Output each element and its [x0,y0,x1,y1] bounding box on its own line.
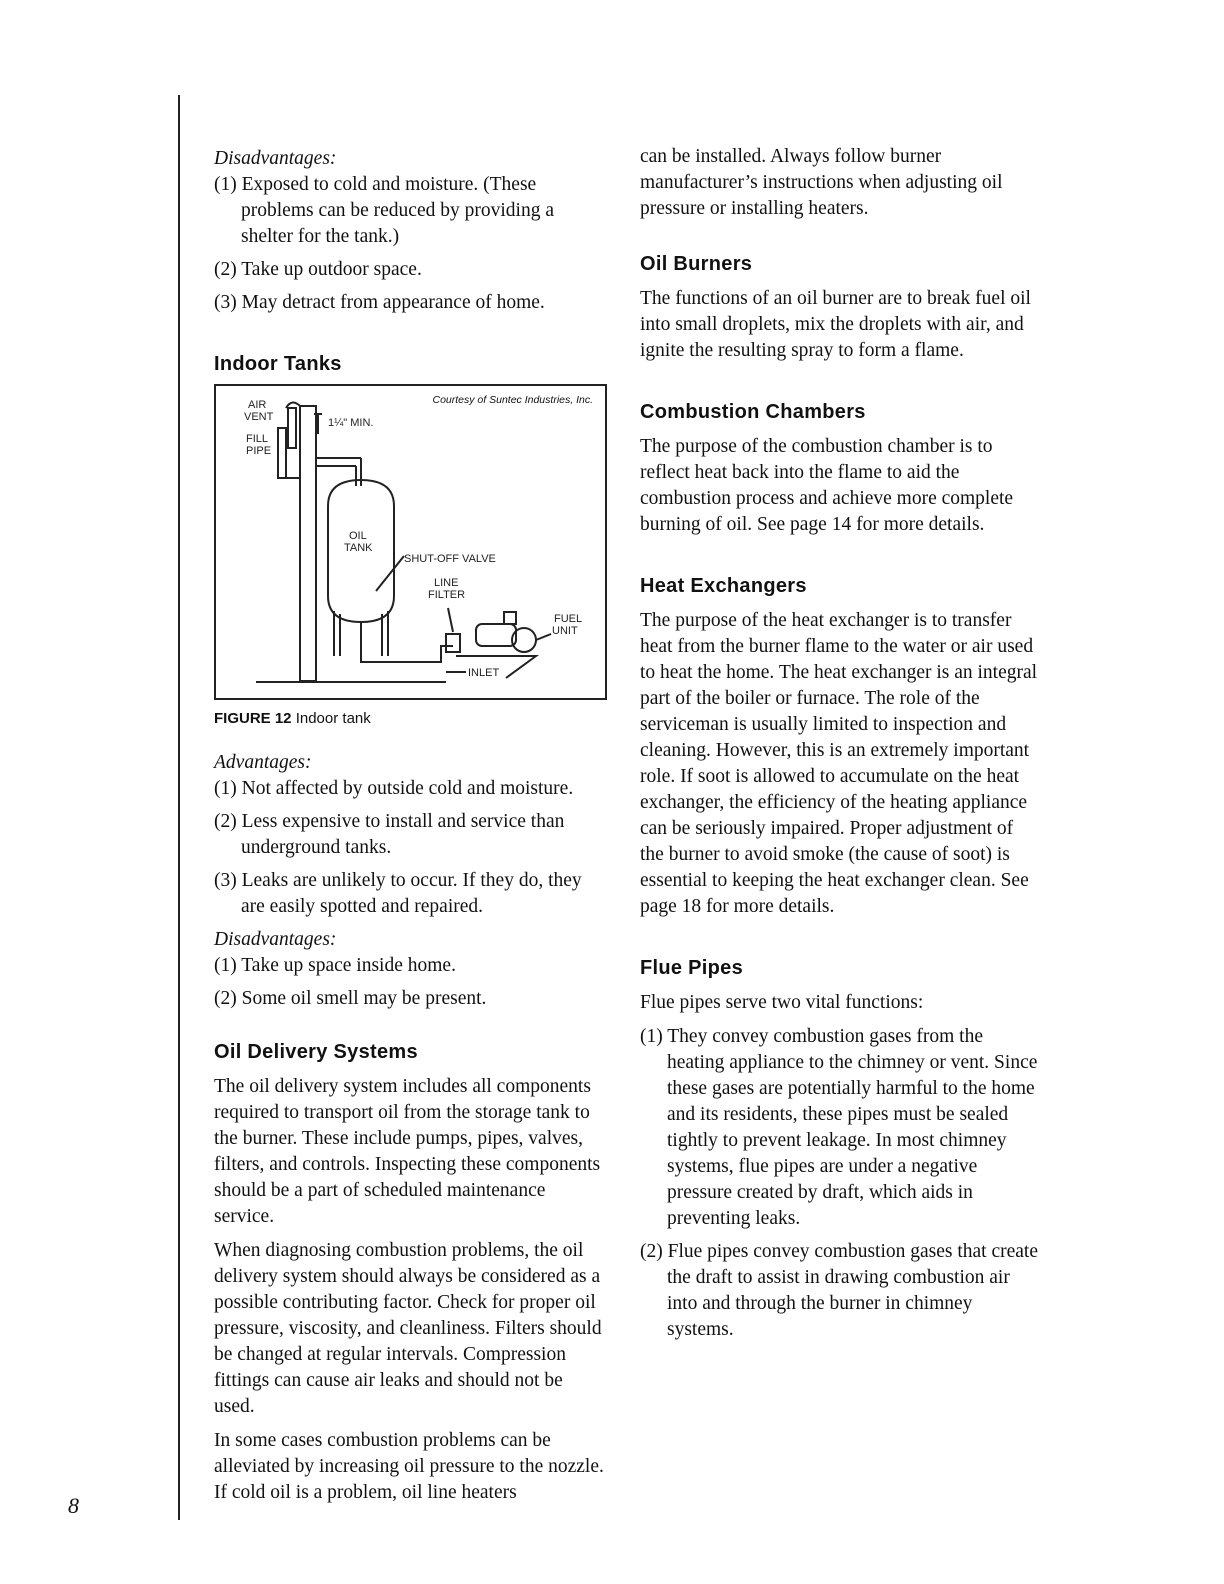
label-inlet: INLET [468,667,500,679]
label-min: 1¼" MIN. [328,417,374,429]
list-item: (3) May detract from appearance of home. [214,292,545,313]
label-pipe: PIPE [246,445,272,457]
oil-delivery-heading: Oil Delivery Systems [214,1041,418,1063]
label-filter: FILTER [428,589,466,601]
list-item: (2) Take up outdoor space. [214,259,422,280]
label-air: AIR [248,399,267,411]
label-fill: FILL [246,433,269,445]
paragraph: The functions of an oil burner are to break fuel oil into small droplets, mix the droplets with air, and ignite the resulting spray to form a flame. [640,288,1031,361]
indoor-tanks-heading: Indoor Tanks [214,353,342,375]
list-item: (1) Not affected by outside cold and moisture. [214,778,574,799]
list-item: (1) They convey combustion gases from the heating appliance to the chimney or vent. Since these gases are potentially harmful to the home and its residents, these pipes must be sealed tightly to prevent leakage. In most chimney systems, flue pipes are under a negative pressure created by draft, which aids in preventing leaks. [640,1026,1038,1229]
label-oil: OIL [349,530,367,542]
indoor-tank-diagram [216,386,605,698]
disadvantages-title: Disadvantages: [214,148,337,169]
figure-caption [214,706,606,732]
paragraph: can be installed. Always follow burner manufacturer’s instructions when adjusting oil pressure or installing heaters. [640,146,1003,219]
list-item: (2) Some oil smell may be present. [214,988,487,1009]
flue-pipes-heading: Flue Pipes [640,957,744,979]
margin-rule [178,95,180,1520]
figure-caption-label: FIGURE 12 [214,710,292,727]
paragraph: In some cases combustion problems can be alleviated by increasing oil pressure to the nozzle. If cold oil is a problem, oil line heaters [214,1430,604,1503]
paragraph: The oil delivery system includes all components required to transport oil from the storage tank to the burner. These include pumps, pipes, valves, filters, and controls. Inspecting these components should be a part of scheduled maintenance service. [214,1076,601,1227]
page-number: 8 [68,1493,79,1518]
paragraph: The purpose of the combustion chamber is to reflect heat back into the flame to aid the combustion process and achieve more complete burning of oil. See page 14 for more details. [640,436,1014,535]
disadvantages-title: Disadvantages: [214,929,337,950]
label-unit: UNIT [552,625,578,637]
paragraph: Flue pipes serve two vital functions: [640,992,924,1013]
advantages-title: Advantages: [214,752,312,773]
list-item: (1) Take up space inside home. [214,955,456,976]
paragraph: When diagnosing combustion problems, the oil delivery system should always be considered as a possible contributing factor. Check for proper oil pressure, viscosity, and cleanliness. Filters should be changed at regular intervals. Compression fittings can cause air leaks and should not be used. [214,1240,602,1417]
heat-exchangers-heading: Heat Exchangers [640,575,807,597]
combustion-chambers-heading: Combustion Chambers [640,401,866,423]
figure-courtesy: Courtesy of Suntec Industries, Inc. [432,394,593,406]
list-item: (2) Flue pipes convey combustion gases that create the draft to assist in drawing combustion air into and through the burner in chimney systems. [640,1241,1039,1340]
paragraph: The purpose of the heat exchanger is to transfer heat from the burner flame to the water or air used to heat the home. The heat exchanger is an integral part of the boiler or furnace. The role of the serviceman is usually limited to inspection and cleaning. However, this is an extremely important role. If soot is allowed to accumulate on the heat exchanger, the efficiency of the heating appliance can be seriously impaired. Proper adjustment of the burner to avoid smoke (the cause of soot) is essential to keeping the heat exchanger clean. See page 18 for more details. [640,610,1038,917]
label-tank: TANK [344,542,373,554]
label-vent: VENT [244,411,274,423]
oil-burners-heading: Oil Burners [640,253,753,275]
label-line: LINE [434,577,459,589]
list-item: (2) Less expensive to install and service than underground tanks. [214,811,565,858]
right-column [640,144,1040,1350]
label-shutoff-valve: SHUT-OFF VALVE [404,553,496,565]
list-item: (1) Exposed to cold and moisture. (These problems can be reduced by providing a shelter for the tank.) [214,174,554,247]
list-item: (3) Leaks are unlikely to occur. If they do, they are easily spotted and repaired. [214,870,582,917]
left-column [214,146,606,1514]
indoor-tank-figure [214,384,607,700]
figure-caption-text: Indoor tank [295,710,371,727]
label-fuel: FUEL [554,613,583,625]
